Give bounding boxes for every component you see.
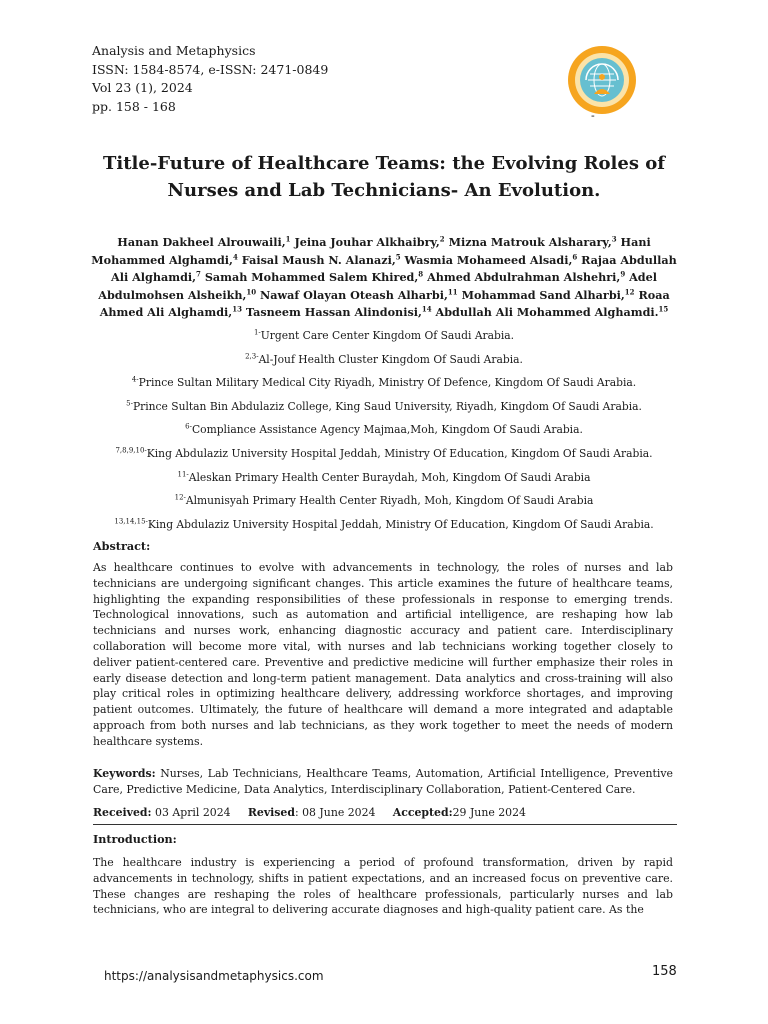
journal-volume: Vol 23 (1), 2024 bbox=[92, 80, 193, 95]
affiliation-number: 1- bbox=[253, 328, 261, 337]
journal-name: Analysis and Metaphysics bbox=[92, 43, 256, 58]
author-affiliation-number: 7 bbox=[196, 269, 201, 279]
affiliations bbox=[80, 324, 688, 536]
author-name: Samah Mohammed Salem Khired, bbox=[204, 270, 419, 284]
affiliation bbox=[80, 371, 688, 395]
affiliation-text: Compliance Assistance Agency Majmaa,Moh, Kingdom Of Saudi Arabia. bbox=[191, 423, 583, 437]
accepted-label: Accepted: bbox=[392, 806, 453, 819]
author bbox=[449, 235, 617, 249]
affiliation bbox=[80, 466, 688, 490]
author bbox=[405, 253, 578, 267]
author-affiliation-number: 4 bbox=[232, 251, 238, 261]
author bbox=[294, 235, 444, 249]
affiliation-number: 2,3- bbox=[245, 352, 259, 361]
abstract-heading: Abstract: bbox=[93, 539, 151, 553]
publication-dates bbox=[93, 806, 526, 819]
introduction-heading: Introduction: bbox=[93, 832, 177, 846]
affiliation-number: 6- bbox=[185, 422, 192, 431]
author-name: Wasmia Mohameed Alsadi, bbox=[404, 252, 573, 267]
affiliation-number: 4- bbox=[131, 375, 139, 384]
author-affiliation-number: 5 bbox=[395, 251, 401, 261]
author bbox=[205, 270, 423, 284]
author bbox=[117, 235, 290, 249]
author bbox=[260, 288, 458, 302]
affiliation-text: Prince Sultan Bin Abdulaziz College, King Saud University, Riyadh, Kingdom Of Saudi Arabia. bbox=[132, 399, 642, 413]
affiliation-number: 7,8,9,10- bbox=[115, 446, 147, 455]
affiliation bbox=[80, 324, 688, 348]
title-line-1: Title-Future of Healthcare Teams: the Evolving Roles of bbox=[103, 153, 665, 174]
author-name: Roaa Ahmed Ali Alghamdi, bbox=[99, 287, 670, 319]
author bbox=[462, 288, 635, 302]
affiliation-text: King Abdulaziz University Hospital Jeddah, Ministry Of Education, Kingdom Of Saudi Arabia. bbox=[146, 446, 653, 460]
affiliation bbox=[80, 489, 688, 513]
author-name: Mizna Matrouk Alsharary, bbox=[448, 235, 612, 249]
footer-url-link[interactable]: https://analysisandmetaphysics.com bbox=[104, 969, 324, 983]
revised-date: : 08 June 2024 bbox=[294, 806, 376, 819]
author-list bbox=[88, 234, 680, 322]
author bbox=[427, 270, 625, 284]
author-name: Hani Mohammed Alghamdi, bbox=[91, 235, 651, 267]
affiliation-text: Almunisyah Primary Health Center Riyadh, Moh, Kingdom Of Saudi Arabia bbox=[185, 494, 594, 508]
keywords-label: Keywords: bbox=[93, 767, 156, 780]
keywords bbox=[93, 766, 673, 798]
affiliation-number: 5- bbox=[126, 399, 133, 408]
author-affiliation-number: 9 bbox=[620, 269, 626, 279]
author-affiliation-number: 8 bbox=[418, 269, 424, 279]
author-name: Hanan Dakheel Alrouwaili, bbox=[117, 235, 286, 249]
author-name: Ahmed Abdulrahman Alshehri, bbox=[427, 270, 621, 284]
author-affiliation-number: 2 bbox=[439, 234, 445, 244]
author-affiliation-number: 12 bbox=[624, 286, 635, 296]
author-name: Rajaa Abdullah Ali Alghamdi, bbox=[111, 252, 677, 284]
affiliation-text: Al-Jouf Health Cluster Kingdom Of Saudi Arabia. bbox=[258, 352, 523, 366]
affiliation-text: Prince Sultan Military Medical City Riyadh, Ministry Of Defence, Kingdom Of Saudi Arabia. bbox=[138, 376, 637, 390]
author bbox=[436, 305, 669, 319]
abstract-text: As healthcare continues to evolve with advancements in technology, the roles of nurses and lab technicians are undergoing significant changes. This article examines the future of healthcare teams, highlighting the expanding responsibilities of these professionals in response to emerging trends. Technological innovations, such as automation and artificial intelligence, are reshaping how lab technicians and nurses work, enhancing diagnostic accuracy and patient care. Interdisciplinary collaboration will become more vital, with nurses and lab technicians working together closely to deliver patient-centered care. Preventive and predictive medicine will further emphasize their roles in early disease detection and long-term patient management. Data analytics and cross-training will also play critical roles in optimizing healthcare delivery, addressing workforce shortages, and improving patient outcomes. Ultimately, the future of healthcare will demand a more integrated and adaptable approach from both nurses and lab technicians, as they work together to meet the needs of modern healthcare systems. bbox=[93, 561, 673, 748]
author-name: Mohammad Sand Alharbi, bbox=[461, 287, 625, 302]
affiliation bbox=[80, 513, 688, 537]
author-affiliation-number: 11 bbox=[447, 286, 458, 296]
author-name: Jeina Jouhar Alkhaibry, bbox=[294, 235, 440, 249]
title-line-2: Nurses and Lab Technicians- An Evolution. bbox=[167, 180, 601, 201]
author-affiliation-number: 10 bbox=[246, 286, 257, 296]
affiliation-number: 11- bbox=[177, 470, 189, 478]
author-name: Adel Abdulmohsen Alsheikh, bbox=[98, 270, 657, 302]
journal-pages: pp. 158 - 168 bbox=[92, 98, 176, 114]
author-name: Faisal Maush N. Alanazi, bbox=[241, 252, 396, 267]
author-affiliation-number: 1 bbox=[285, 234, 291, 244]
journal-issn: ISSN: 1584-8574, e-ISSN: 2471-0849 bbox=[92, 61, 329, 77]
affiliation bbox=[80, 348, 688, 372]
affiliation-text: Aleskan Primary Health Center Buraydah, Moh, Kingdom Of Saudi Arabia bbox=[188, 470, 591, 484]
author-affiliation-number: 6 bbox=[572, 251, 578, 261]
keywords-text: Nurses, Lab Technicians, Healthcare Teams, Automation, Artificial Intelligence, Preventive Care, Predictive Medicine, Data Analytics, Interdisciplinary Collaboration, Patient-Centered Care. bbox=[93, 767, 673, 796]
revised-label: Revised bbox=[247, 806, 295, 819]
affiliation-number: 13,14,15- bbox=[114, 517, 148, 526]
affiliation bbox=[80, 442, 688, 466]
author-name: Nawaf Olayan Oteash Alharbi, bbox=[260, 287, 448, 302]
author-affiliation-number: 15 bbox=[658, 304, 669, 314]
affiliation-text: King Abdulaziz University Hospital Jeddah, Ministry Of Education, Kingdom Of Saudi Arabia. bbox=[147, 517, 654, 531]
author-name: Tasneem Hassan Alindonisi, bbox=[245, 305, 422, 319]
author bbox=[242, 253, 401, 267]
page-number: 158 bbox=[652, 964, 677, 979]
author-name: Abdullah Ali Mohammed Alghamdi. bbox=[435, 305, 659, 319]
section-divider bbox=[93, 824, 677, 825]
author-affiliation-number: 3 bbox=[611, 234, 617, 244]
affiliation-text: Urgent Care Center Kingdom Of Saudi Arabia. bbox=[260, 329, 515, 342]
received-date: 03 April 2024 bbox=[151, 806, 231, 819]
received-label: Received: bbox=[93, 806, 152, 819]
author-affiliation-number: 14 bbox=[421, 304, 432, 314]
paper-title bbox=[80, 150, 688, 204]
logo-dash: - bbox=[591, 109, 595, 122]
accepted-date: 29 June 2024 bbox=[452, 806, 526, 819]
affiliation bbox=[80, 395, 688, 419]
author bbox=[246, 305, 432, 319]
journal-info bbox=[92, 42, 328, 116]
affiliation-number: 12- bbox=[174, 493, 186, 502]
author-affiliation-number: 13 bbox=[232, 304, 242, 314]
affiliation bbox=[80, 418, 688, 442]
journal-logo-icon bbox=[566, 44, 638, 116]
introduction-text: The healthcare industry is experiencing a period of profound transformation, driven by rapid advancements in technology, shifts in patient expectations, and an increased focus on preventive care. These changes are reshaping the roles of healthcare professionals, particularly nurses and lab technicians, who are integral to delivering accurate diagnoses and high-quality patient care. As the bbox=[93, 856, 673, 917]
